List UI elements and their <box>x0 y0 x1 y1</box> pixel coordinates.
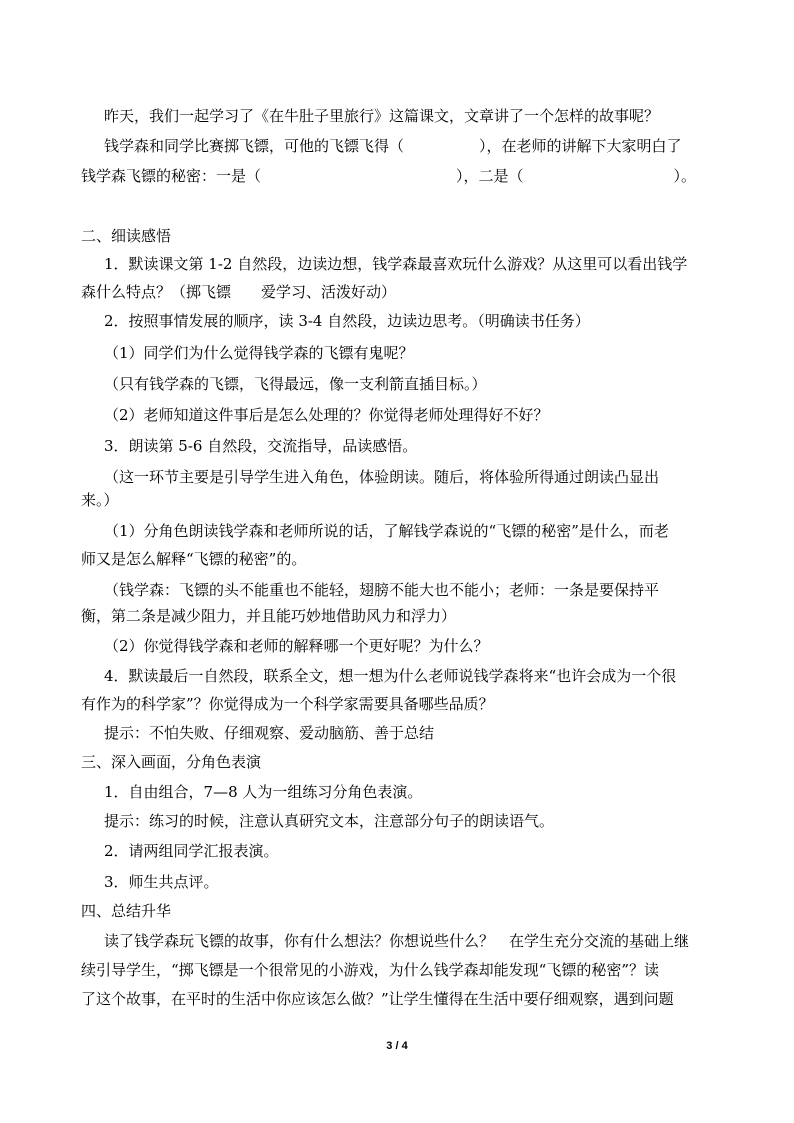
paragraph-line: 钱学森飞镖的秘密：一是（ ），二是（ ）。 <box>81 167 697 185</box>
paragraph-line: 续引导学生，“掷飞镖是一个很常见的小游戏，为什么钱学森却能发现“飞镖的秘密”？读 <box>81 961 660 979</box>
paragraph-line: 提示：不怕失败、仔细观察、爱动脑筋、善于总结 <box>104 724 435 742</box>
paragraph-line: 有作为的科学家”？你觉得成为一个科学家需要具备哪些品质？ <box>81 695 494 713</box>
paragraph-line: （2）老师知道这件事后是怎么处理的？你觉得老师处理得好不好？ <box>104 406 549 424</box>
paragraph-line: 了这个故事，在平时的生活中你应该怎么做？”让学生懂得在生活中要仔细观察，遇到问题 <box>81 990 674 1008</box>
paragraph-line: 1．默读课文第 1-2 自然段，边读边想，钱学森最喜欢玩什么游戏？从这里可以看出钱学 <box>104 255 688 273</box>
paragraph-line: 读了钱学森玩飞镖的故事，你有什么想法？你想说些什么？ 在学生充分交流的基础上继 <box>104 932 690 950</box>
paragraph-line: 3．师生共点评。 <box>104 873 219 891</box>
paragraph-line: （1）同学们为什么觉得钱学森的飞镖有鬼呢？ <box>104 344 414 362</box>
paragraph-line: （这一环节主要是引导学生进入角色，体验朗读。随后，将体验所得通过朗读凸显出 <box>104 468 660 486</box>
paragraph-line: 昨天，我们一起学习了《在牛肚子里旅行》这篇课文，文章讲了一个怎样的故事呢？ <box>104 107 660 125</box>
paragraph-line: （钱学森：飞镖的头不能重也不能轻，翅膀不能大也不能小；老师：一条是要保持平 <box>104 581 660 599</box>
paragraph-line: 提示：练习的时候，注意认真研究文本，注意部分句子的朗读语气。 <box>104 812 555 830</box>
paragraph-line: （1）分角色朗读钱学森和老师所说的话，了解钱学森说的“飞镖的秘密”是什么，而老 <box>104 522 669 540</box>
paragraph-line: 师又是怎么解释“飞镖的秘密”的。 <box>81 550 307 568</box>
paragraph-line: （2）你觉得钱学森和老师的解释哪一个更好呢？为什么？ <box>104 637 489 655</box>
section-heading: 二、细读感悟 <box>81 227 172 245</box>
section-heading: 三、深入画面，分角色表演 <box>81 753 262 771</box>
paragraph-line: 森什么特点？（掷飞镖 爱学习、活泼好动） <box>81 283 397 301</box>
paragraph-line: 1．自由组合，7—8 人为一组练习分角色表演。 <box>104 783 423 801</box>
paragraph-line: 3．朗读第 5-6 自然段，交流指导，品读感悟。 <box>104 437 418 455</box>
paragraph-line: 2．请两组同学汇报表演。 <box>104 842 279 860</box>
paragraph-line: 4．默读最后一自然段，联系全文，想一想为什么老师说钱学森将来“也许会成为一个很 <box>104 667 677 685</box>
paragraph-line: 2．按照事情发展的顺序，读 3-4 自然段，边读边思考。（明确读书任务） <box>104 312 590 330</box>
section-heading: 四、总结升华 <box>81 902 172 920</box>
paragraph-line: （只有钱学森的飞镖，飞得最远，像一支利箭直插目标。） <box>104 375 487 393</box>
paragraph-line: 钱学森和同学比赛掷飞镖，可他的飞镖飞得（ ），在老师的讲解下大家明白了 <box>104 137 682 155</box>
paragraph-line: 衡，第二条是减少阻力，并且能巧妙地借助风力和浮力） <box>81 607 457 625</box>
paragraph-line: 来。） <box>81 491 119 509</box>
page-number: 3 / 4 <box>386 1040 408 1052</box>
